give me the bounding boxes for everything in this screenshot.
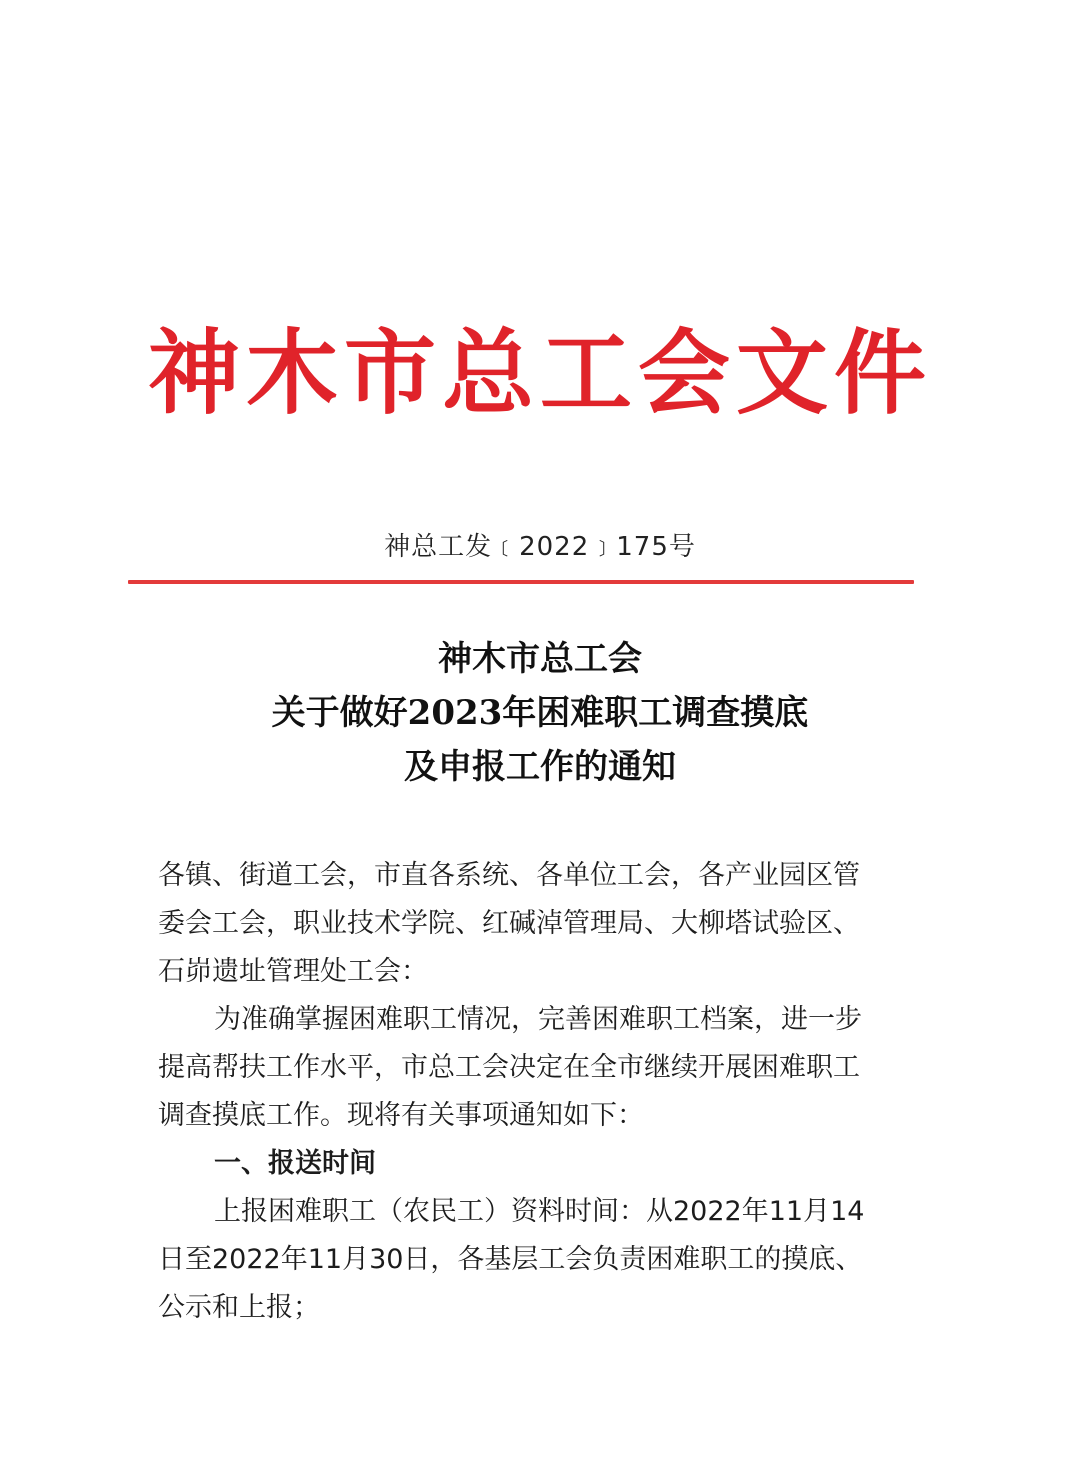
notice-title: [0, 632, 1080, 794]
recipients-line-2: 委会工会，职业技术学院、红碱淖管理局、大柳塔试验区、: [158, 908, 860, 939]
masthead-title: 神木市总工会文件: [147, 319, 932, 427]
notice-title-line-3: 及申报工作的通知: [404, 747, 676, 787]
section1-line-3: 公示和上报；: [158, 1292, 320, 1323]
recipients-line-3: 石峁遗址管理处工会：: [158, 956, 428, 987]
intro-line-2: 提高帮扶工作水平，市总工会决定在全市继续开展困难职工: [158, 1052, 860, 1083]
section1-line-1: 上报困难职工（农民工）资料时间：从2022年11月14: [214, 1196, 865, 1227]
intro-line-3: 调查摸底工作。现将有关事项通知如下：: [158, 1100, 644, 1131]
red-divider-line: [128, 580, 914, 584]
notice-body: [158, 852, 898, 1332]
section-heading-1: 一、报送时间: [214, 1148, 376, 1179]
document-number: 神总工发﹝2022﹞175号: [384, 532, 696, 562]
notice-title-line-1: 神木市总工会: [438, 639, 642, 679]
recipients-line-1: 各镇、街道工会，市直各系统、各单位工会，各产业园区管: [158, 860, 860, 891]
intro-line-1: 为准确掌握困难职工情况，完善困难职工档案，进一步: [214, 1004, 862, 1035]
section1-line-2: 日至2022年11月30日，各基层工会负责困难职工的摸底、: [158, 1244, 863, 1275]
notice-title-line-2: 关于做好2023年困难职工调查摸底: [271, 693, 809, 733]
